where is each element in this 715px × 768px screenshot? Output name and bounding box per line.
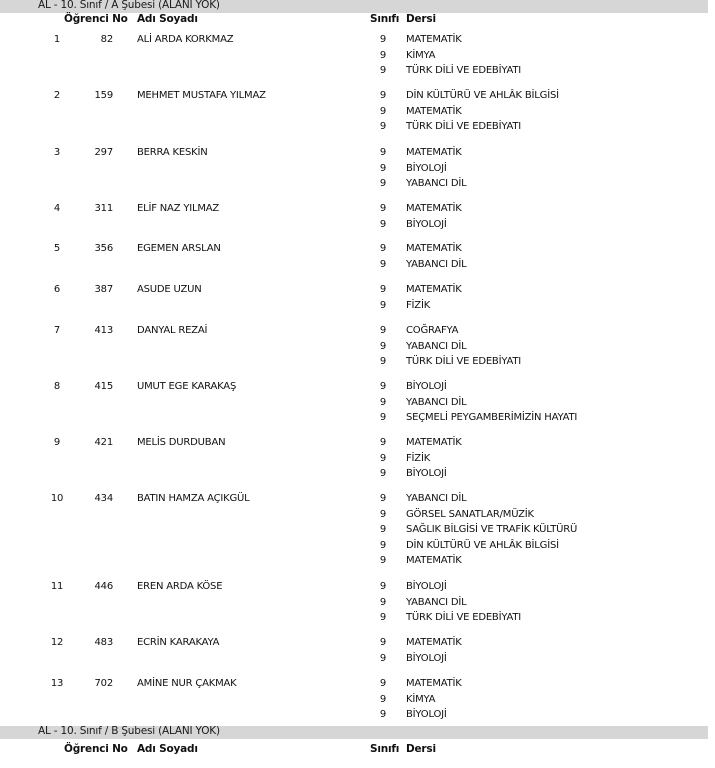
course-name: FİZİK <box>406 299 431 311</box>
course-name: TÜRK DİLİ VE EDEBİYATI <box>406 65 521 76</box>
course-grade: 9 <box>379 396 387 408</box>
course-name: BİYOLOJİ <box>406 468 447 479</box>
header-student-no-b: Öğrenci No <box>64 743 128 755</box>
student-name: ALİ ARDA KORKMAZ <box>137 34 234 45</box>
course-grade: 9 <box>379 49 387 61</box>
student-name: ASUDE UZUN <box>137 284 202 295</box>
course-name: MATEMATİK <box>406 203 462 214</box>
course-name: YABANCI DİL <box>406 396 467 408</box>
student-number: 82 <box>100 34 113 45</box>
header-course-b: Dersi <box>406 743 436 755</box>
course-grade: 9 <box>379 203 387 214</box>
course-grade: 9 <box>379 437 387 448</box>
course-grade: 9 <box>379 340 387 352</box>
student-name: UMUT EGE KARAKAŞ <box>137 381 237 392</box>
header-name: Adı Soyadı <box>137 13 198 25</box>
row-index: 12 <box>50 637 64 648</box>
row-index: 5 <box>53 243 61 254</box>
course-name: MATEMATİK <box>406 243 462 254</box>
course-grade: 9 <box>379 105 387 117</box>
row-index: 8 <box>53 381 61 392</box>
header-grade-b: Sınıfı <box>370 743 400 755</box>
course-grade: 9 <box>379 65 387 76</box>
row-index: 7 <box>53 325 61 336</box>
course-name: MATEMATİK <box>406 34 462 45</box>
section-b-title-bar <box>0 726 708 739</box>
student-number: 297 <box>94 147 113 158</box>
header-grade: Sınıfı <box>370 13 400 25</box>
course-name: COĞRAFYA <box>406 325 459 336</box>
course-grade: 9 <box>379 637 387 648</box>
course-name: YABANCI DİL <box>406 178 467 189</box>
student-name: AMİNE NUR ÇAKMAK <box>137 678 237 689</box>
row-index: 6 <box>53 284 61 295</box>
student-name: EREN ARDA KÖSE <box>137 581 223 592</box>
course-name: YABANCI DİL <box>406 340 467 352</box>
course-grade: 9 <box>379 178 387 189</box>
course-name: SAĞLIK BİLGİSİ VE TRAFİK KÜLTÜRÜ <box>406 524 578 535</box>
course-name: MATEMATİK <box>406 105 462 117</box>
course-grade: 9 <box>379 218 387 230</box>
row-index: 1 <box>53 34 61 45</box>
header-course: Dersi <box>406 13 436 25</box>
course-grade: 9 <box>379 243 387 254</box>
course-grade: 9 <box>379 555 387 566</box>
student-name: ELİF NAZ YILMAZ <box>137 203 220 214</box>
course-grade: 9 <box>379 678 387 689</box>
row-index: 13 <box>50 678 64 689</box>
student-name: MELİS DURDUBAN <box>137 437 226 448</box>
course-name: TÜRK DİLİ VE EDEBİYATI <box>406 121 521 132</box>
student-number: 356 <box>94 243 113 254</box>
course-grade: 9 <box>379 493 387 504</box>
row-index: 3 <box>53 147 61 158</box>
row-index: 11 <box>50 581 64 592</box>
student-name: BERRA KESKİN <box>137 147 208 158</box>
course-grade: 9 <box>379 162 387 174</box>
course-grade: 9 <box>379 468 387 479</box>
course-name: MATEMATİK <box>406 147 462 158</box>
row-index: 4 <box>53 203 61 214</box>
course-name: GÖRSEL SANATLAR/MÜZİK <box>406 508 534 520</box>
student-number: 159 <box>94 90 113 101</box>
student-number: 387 <box>94 284 113 295</box>
course-name: DİN KÜLTÜRÜ VE AHLÂK BİLGİSİ <box>406 90 559 101</box>
course-name: MATEMATİK <box>406 284 462 295</box>
student-name: EGEMEN ARSLAN <box>137 243 221 254</box>
course-name: BİYOLOJİ <box>406 709 447 720</box>
course-grade: 9 <box>379 147 387 158</box>
course-name: MATEMATİK <box>406 678 462 689</box>
course-grade: 9 <box>379 524 387 535</box>
course-name: TÜRK DİLİ VE EDEBİYATI <box>406 612 521 623</box>
row-index: 9 <box>53 437 61 448</box>
course-name: YABANCI DİL <box>406 493 467 504</box>
course-name: MATEMATİK <box>406 637 462 648</box>
course-grade: 9 <box>379 693 387 705</box>
header-student-no: Öğrenci No <box>64 13 128 25</box>
course-name: DİN KÜLTÜRÜ VE AHLÂK BİLGİSİ <box>406 539 559 551</box>
row-index: 10 <box>50 493 64 504</box>
course-grade: 9 <box>379 121 387 132</box>
course-grade: 9 <box>379 381 387 392</box>
course-grade: 9 <box>379 90 387 101</box>
student-name: ECRİN KARAKAYA <box>137 637 220 648</box>
course-grade: 9 <box>379 596 387 608</box>
student-name: BATIN HAMZA AÇIKGÜL <box>137 493 250 504</box>
course-grade: 9 <box>379 284 387 295</box>
course-name: SEÇMELİ PEYGAMBERİMİZİN HAYATI <box>406 412 578 423</box>
row-index: 2 <box>53 90 61 101</box>
course-grade: 9 <box>379 652 387 664</box>
course-grade: 9 <box>379 325 387 336</box>
course-name: BİYOLOJİ <box>406 652 447 664</box>
section-a-title: AL - 10. Sınıf / A Şubesi (ALANI YOK) <box>38 0 220 11</box>
course-name: KİMYA <box>406 693 436 705</box>
student-name: MEHMET MUSTAFA YILMAZ <box>137 90 266 101</box>
course-name: FİZİK <box>406 452 431 464</box>
student-number: 311 <box>94 203 113 214</box>
course-grade: 9 <box>379 452 387 464</box>
student-number: 434 <box>94 493 113 504</box>
course-grade: 9 <box>379 34 387 45</box>
student-number: 413 <box>94 325 113 336</box>
course-name: KİMYA <box>406 49 436 61</box>
course-name: MATEMATİK <box>406 555 462 566</box>
course-grade: 9 <box>379 612 387 623</box>
course-name: BİYOLOJİ <box>406 381 447 392</box>
course-name: MATEMATİK <box>406 437 462 448</box>
course-grade: 9 <box>379 412 387 423</box>
student-number: 446 <box>94 581 113 592</box>
course-grade: 9 <box>379 258 387 270</box>
student-number: 421 <box>94 437 113 448</box>
course-grade: 9 <box>379 581 387 592</box>
course-grade: 9 <box>379 709 387 720</box>
course-grade: 9 <box>379 539 387 551</box>
course-name: BİYOLOJİ <box>406 218 447 230</box>
header-name-b: Adı Soyadı <box>137 743 198 755</box>
student-number: 415 <box>94 381 113 392</box>
section-a-title-bar <box>0 0 708 13</box>
student-number: 702 <box>94 678 113 689</box>
course-name: TÜRK DİLİ VE EDEBİYATI <box>406 356 521 367</box>
course-name: BİYOLOJİ <box>406 162 447 174</box>
course-grade: 9 <box>379 299 387 311</box>
course-grade: 9 <box>379 508 387 520</box>
section-b-title: AL - 10. Sınıf / B Şubesi (ALANI YOK) <box>38 725 220 737</box>
student-name: DANYAL REZAİ <box>137 325 208 336</box>
course-name: YABANCI DİL <box>406 258 467 270</box>
course-name: YABANCI DİL <box>406 596 467 608</box>
course-name: BİYOLOJİ <box>406 581 447 592</box>
student-number: 483 <box>94 637 113 648</box>
course-grade: 9 <box>379 356 387 367</box>
